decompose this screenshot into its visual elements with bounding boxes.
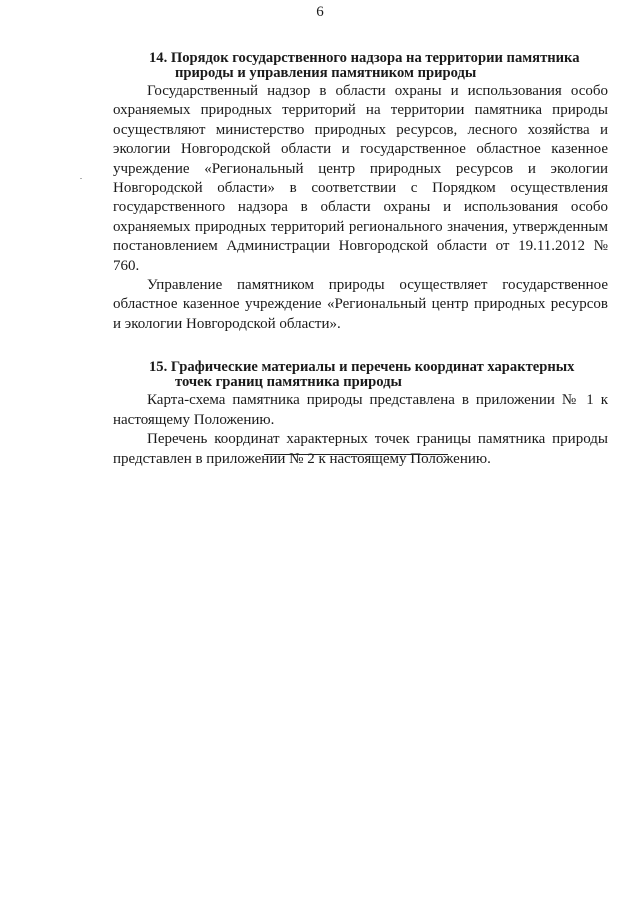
- paragraph: Государственный надзор в области охраны и использования особо охраняемых природных территорий на территории памятника природы осуществляют министерство природных ресурсов, лесного хозяйства и экологии Новгородской области и государственное областное казенное учреждение «Региональный центр природных ресурсов и экологии Новгородской области» в соответствии с Порядком осуществления государственного надзора в области охраны и использования особо охраняемых природных территорий регионального значения, утвержденным постановлением Администрации Новгородской области от 19.11.2012 № 760.: [113, 83, 608, 274]
- section-heading-text: 15. Графические материалы и перечень координат характерных точек границ памятника природы: [149, 359, 575, 391]
- paragraph: Карта-схема памятника природы представлена в приложении № 1 к настоящему Положению.: [113, 392, 608, 428]
- paragraph: Управление памятником природы осуществляет государственное областное казенное учреждение «Региональный центр природных ресурсов и экологии Новгородской области».: [113, 277, 608, 332]
- paragraph: Перечень координат характерных точек границы памятника природы представлен в приложении № 2 к настоящему Положению.: [113, 431, 608, 467]
- page-number: 6: [316, 4, 324, 20]
- section-body: [113, 391, 608, 469]
- section-14: [113, 51, 608, 334]
- section-body: [113, 82, 608, 334]
- margin-mark: [80, 178, 82, 179]
- document-body: [113, 48, 608, 469]
- section-heading: [149, 51, 608, 81]
- end-of-text-rule: [264, 454, 448, 455]
- section-15: [113, 360, 608, 469]
- section-heading-text: 14. Порядок государственного надзора на территории памятника природы и управления памятником природы: [149, 50, 580, 81]
- section-heading: [149, 360, 608, 390]
